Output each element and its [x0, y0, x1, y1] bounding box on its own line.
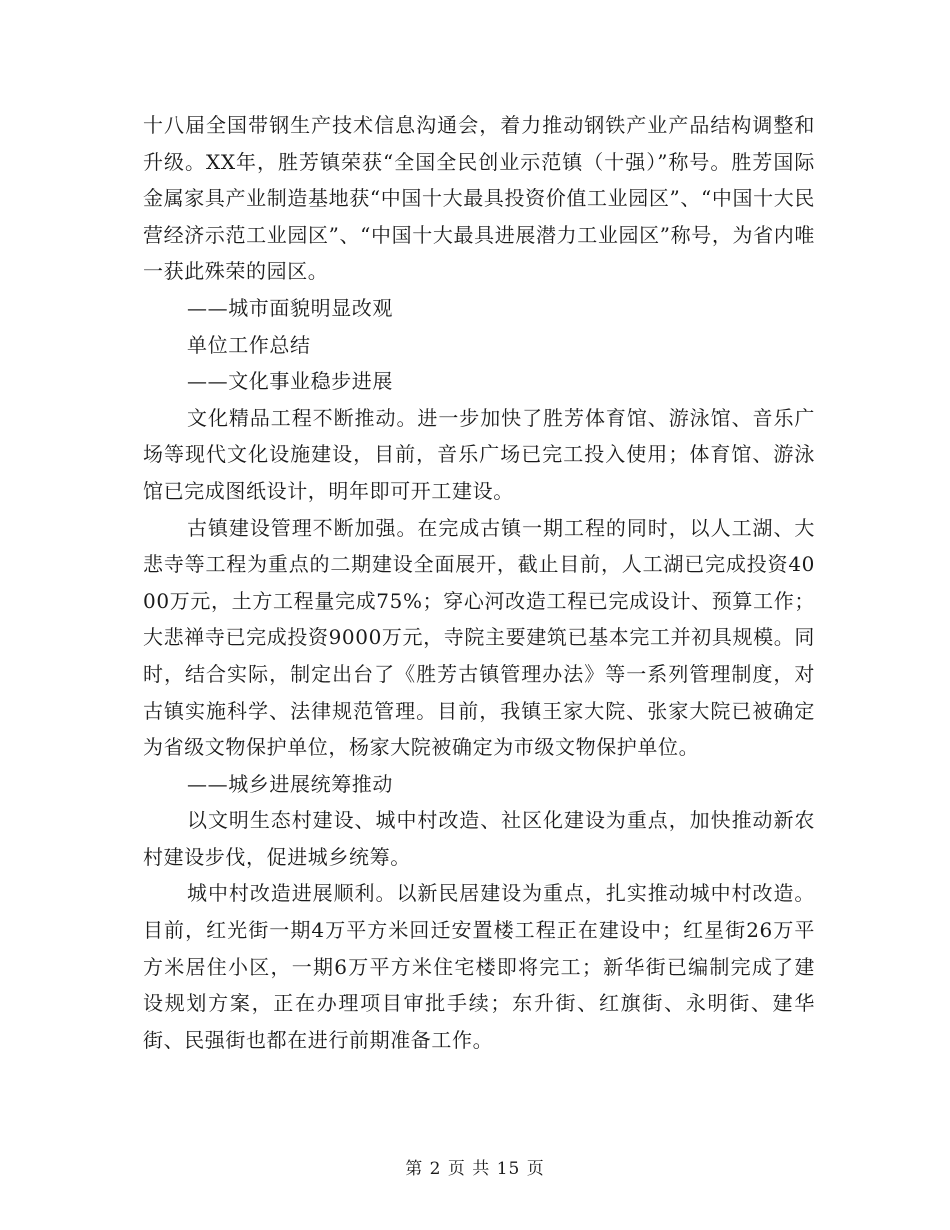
document-body: [143, 107, 815, 1058]
section-heading-culture: ——文化事业稳步进展: [187, 369, 393, 394]
paragraph-old-town: 古镇建设管理不断加强。在完成古镇一期工程的同时，以人工湖、大悲寺等工程为重点的二期建设全面展开，截止目前，人工湖已完成投资4000万元，土方工程量完成75%；穿心河改造工程已完成设计、预算工作；大悲禅寺已完成投资9000万元，寺院主要建筑已基本完工并初具规模。同时，结合实际，制定出台了《胜芳古镇管理办法》等一系列管理制度，对古镇实施科学、法律规范管理。目前，我镇王家大院、张家大院已被确定为省级文物保护单位，杨家大院被确定为市级文物保护单位。: [143, 515, 815, 760]
paragraph-new-countryside: 以文明生态村建设、城中村改造、社区化建设为重点，加快推动新农村建设步伐，促进城乡统筹。: [143, 808, 815, 869]
paragraph-culture-projects: 文化精品工程不断推动。进一步加快了胜芳体育馆、游泳馆、音乐广场等现代文化设施建设，目前，音乐广场已完工投入使用；体育馆、游泳馆已完成图纸设计，明年即可开工建设。: [143, 405, 815, 503]
page-number-footer: 第 2 页 共 15 页: [405, 1159, 545, 1179]
section-heading-urban-rural: ——城乡进展统筹推动: [187, 771, 393, 796]
section-heading-summary: 单位工作总结: [187, 332, 311, 357]
paragraph-village-renovation: 城中村改造进展顺利。以新民居建设为重点，扎实推动城中村改造。目前，红光街一期4万平方米回迁安置楼工程正在建设中；红星街26万平方米居住小区，一期6万平方米住宅楼即将完工；新华街已编制完成了建设规划方案，正在办理项目审批手续；东升街、红旗街、永明街、建华街、民强街也都在进行前期准备工作。: [143, 881, 815, 1052]
paragraph-intro: 十八届全国带钢生产技术信息沟通会，着力推动钢铁产业产品结构调整和升级。XX年，胜芳镇荣获“全国全民创业示范镇（十强）”称号。胜芳国际金属家具产业制造基地获“中国十大最具投资价值工业园区”、“中国十大民营经济示范工业园区”、“中国十大最具进展潜力工业园区”称号，为省内唯一获此殊荣的园区。: [143, 113, 815, 284]
section-heading-city: ——城市面貌明显改观: [187, 295, 393, 320]
